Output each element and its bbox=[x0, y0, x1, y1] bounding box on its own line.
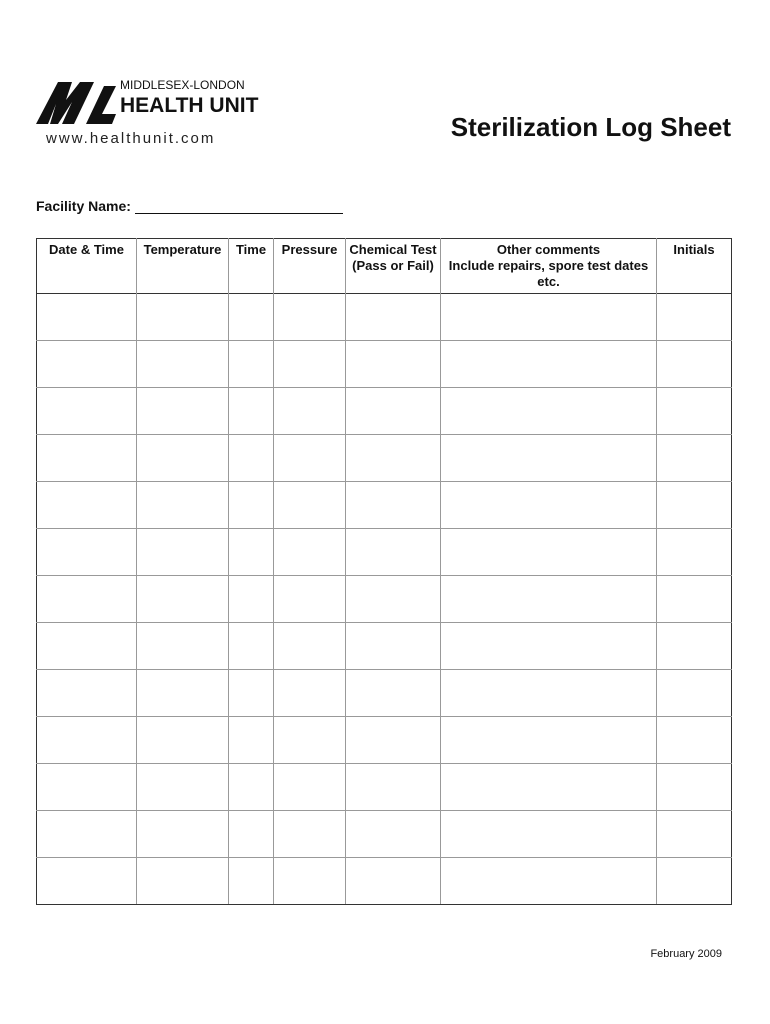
table-cell[interactable] bbox=[657, 858, 732, 905]
table-cell[interactable] bbox=[657, 717, 732, 764]
table-cell[interactable] bbox=[657, 529, 732, 576]
table-cell[interactable] bbox=[657, 811, 732, 858]
logo-url: www.healthunit.com bbox=[46, 130, 216, 147]
table-row bbox=[37, 294, 732, 341]
table-row bbox=[37, 482, 732, 529]
facility-name-row bbox=[36, 198, 343, 214]
table-cell[interactable] bbox=[37, 576, 137, 623]
table-cell[interactable] bbox=[37, 294, 137, 341]
table-cell[interactable] bbox=[229, 623, 274, 670]
table-cell[interactable] bbox=[137, 388, 229, 435]
table-cell[interactable] bbox=[137, 764, 229, 811]
header-line1: Time bbox=[235, 242, 267, 257]
table-row bbox=[37, 623, 732, 670]
facility-name-label: Facility Name: bbox=[36, 198, 131, 214]
table-cell[interactable] bbox=[441, 623, 657, 670]
table-cell[interactable] bbox=[37, 811, 137, 858]
table-cell[interactable] bbox=[229, 341, 274, 388]
sterilization-log-table bbox=[36, 238, 732, 905]
table-cell[interactable] bbox=[657, 482, 732, 529]
table-cell[interactable] bbox=[229, 482, 274, 529]
column-header bbox=[346, 239, 441, 294]
table-cell[interactable] bbox=[137, 529, 229, 576]
column-header bbox=[137, 239, 229, 294]
table-cell[interactable] bbox=[229, 294, 274, 341]
table-cell[interactable] bbox=[274, 623, 346, 670]
table-cell[interactable] bbox=[229, 576, 274, 623]
table-cell[interactable] bbox=[346, 717, 441, 764]
table-cell[interactable] bbox=[657, 764, 732, 811]
header-line1: Date & Time bbox=[49, 242, 124, 257]
table-cell[interactable] bbox=[137, 294, 229, 341]
table-cell[interactable] bbox=[657, 294, 732, 341]
table-cell[interactable] bbox=[274, 576, 346, 623]
table-cell[interactable] bbox=[274, 811, 346, 858]
table-cell[interactable] bbox=[346, 294, 441, 341]
table-cell[interactable] bbox=[229, 717, 274, 764]
header-line1: Pressure bbox=[281, 242, 338, 257]
table-row bbox=[37, 529, 732, 576]
table-cell[interactable] bbox=[274, 717, 346, 764]
header-line2: (Pass or Fail) bbox=[352, 258, 434, 273]
table-row bbox=[37, 811, 732, 858]
table-cell[interactable] bbox=[137, 858, 229, 905]
table-cell[interactable] bbox=[346, 341, 441, 388]
ml-logo-mark-icon bbox=[36, 80, 116, 126]
table-cell[interactable] bbox=[274, 482, 346, 529]
table-cell[interactable] bbox=[37, 623, 137, 670]
table-cell[interactable] bbox=[137, 670, 229, 717]
column-header bbox=[229, 239, 274, 294]
revision-date: February 2009 bbox=[650, 948, 722, 960]
table-cell[interactable] bbox=[37, 388, 137, 435]
table-cell[interactable] bbox=[346, 435, 441, 482]
table-cell[interactable] bbox=[37, 482, 137, 529]
table-cell[interactable] bbox=[346, 670, 441, 717]
table-cell[interactable] bbox=[37, 435, 137, 482]
table-cell[interactable] bbox=[441, 670, 657, 717]
table-cell[interactable] bbox=[441, 341, 657, 388]
table-cell[interactable] bbox=[346, 858, 441, 905]
table-cell[interactable] bbox=[441, 717, 657, 764]
table-cell[interactable] bbox=[229, 764, 274, 811]
table-cell[interactable] bbox=[137, 435, 229, 482]
table-row bbox=[37, 435, 732, 482]
table-cell[interactable] bbox=[137, 811, 229, 858]
table-cell[interactable] bbox=[274, 858, 346, 905]
table-cell[interactable] bbox=[441, 482, 657, 529]
health-unit-logo bbox=[36, 76, 276, 156]
table-cell[interactable] bbox=[37, 670, 137, 717]
table-cell[interactable] bbox=[37, 529, 137, 576]
table-cell[interactable] bbox=[346, 529, 441, 576]
table-cell[interactable] bbox=[657, 388, 732, 435]
table-cell[interactable] bbox=[229, 435, 274, 482]
table-cell[interactable] bbox=[441, 764, 657, 811]
table-cell[interactable] bbox=[441, 294, 657, 341]
table-cell[interactable] bbox=[229, 529, 274, 576]
table-cell[interactable] bbox=[441, 858, 657, 905]
table-cell[interactable] bbox=[274, 435, 346, 482]
table-cell[interactable] bbox=[37, 858, 137, 905]
table-row bbox=[37, 670, 732, 717]
table-cell[interactable] bbox=[441, 435, 657, 482]
table-cell[interactable] bbox=[274, 341, 346, 388]
table-cell[interactable] bbox=[137, 341, 229, 388]
table-cell[interactable] bbox=[441, 529, 657, 576]
table-cell[interactable] bbox=[657, 576, 732, 623]
table-row bbox=[37, 858, 732, 905]
page-title: Sterilization Log Sheet bbox=[450, 112, 731, 142]
table-cell[interactable] bbox=[346, 388, 441, 435]
table-cell[interactable] bbox=[346, 811, 441, 858]
table-cell[interactable] bbox=[137, 576, 229, 623]
table-cell[interactable] bbox=[441, 388, 657, 435]
header-line1: Temperature bbox=[143, 242, 222, 257]
facility-name-field[interactable] bbox=[135, 199, 343, 214]
table-cell[interactable] bbox=[137, 623, 229, 670]
table-cell[interactable] bbox=[274, 388, 346, 435]
header-line1: Other comments bbox=[496, 242, 601, 257]
table-cell[interactable] bbox=[274, 670, 346, 717]
table-header-row bbox=[37, 239, 732, 294]
column-header bbox=[37, 239, 137, 294]
table-cell[interactable] bbox=[274, 294, 346, 341]
table-cell[interactable] bbox=[229, 858, 274, 905]
table-row bbox=[37, 576, 732, 623]
table-cell[interactable] bbox=[37, 341, 137, 388]
header-line1: Initials bbox=[673, 242, 715, 257]
table-cell[interactable] bbox=[657, 341, 732, 388]
table-cell[interactable] bbox=[657, 623, 732, 670]
logo-line1: MIDDLESEX-LONDON bbox=[120, 78, 245, 92]
table-cell[interactable] bbox=[274, 529, 346, 576]
table-cell[interactable] bbox=[137, 717, 229, 764]
column-header bbox=[657, 239, 732, 294]
table-cell[interactable] bbox=[441, 576, 657, 623]
logo-line2: HEALTH UNIT bbox=[120, 94, 259, 117]
column-header bbox=[274, 239, 346, 294]
table-cell[interactable] bbox=[37, 717, 137, 764]
table-cell[interactable] bbox=[229, 670, 274, 717]
table-row bbox=[37, 717, 732, 764]
table-cell[interactable] bbox=[657, 670, 732, 717]
table-row bbox=[37, 341, 732, 388]
table-row bbox=[37, 388, 732, 435]
table-cell[interactable] bbox=[229, 388, 274, 435]
column-header bbox=[441, 239, 657, 294]
table-row bbox=[37, 764, 732, 811]
table-cell[interactable] bbox=[657, 435, 732, 482]
table-cell[interactable] bbox=[441, 811, 657, 858]
header-line1: Chemical Test bbox=[349, 242, 437, 257]
table-cell[interactable] bbox=[137, 482, 229, 529]
table-cell[interactable] bbox=[346, 482, 441, 529]
table-cell[interactable] bbox=[229, 811, 274, 858]
table-cell[interactable] bbox=[37, 764, 137, 811]
header-line2: Include repairs, spore test dates etc. bbox=[448, 258, 649, 289]
table-cell[interactable] bbox=[274, 764, 346, 811]
table-cell[interactable] bbox=[346, 764, 441, 811]
table-cell[interactable] bbox=[346, 576, 441, 623]
table-cell[interactable] bbox=[346, 623, 441, 670]
